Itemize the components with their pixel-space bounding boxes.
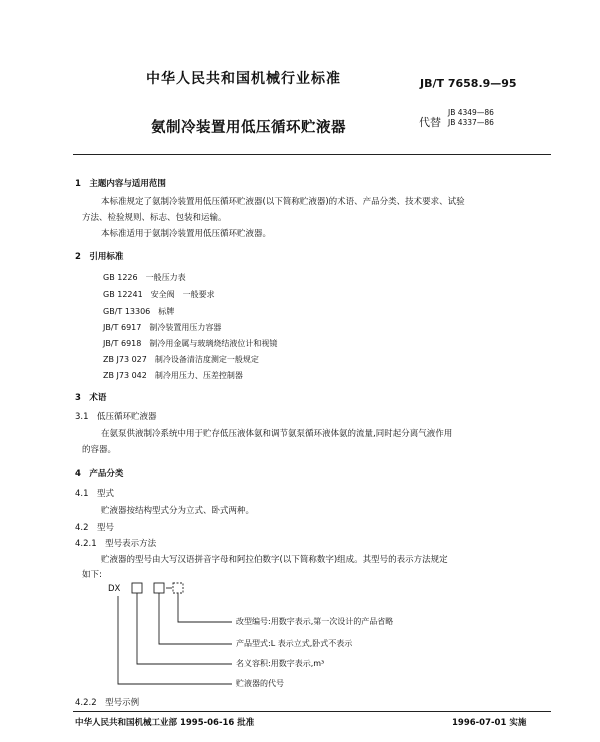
leader-line-prefix xyxy=(118,596,232,684)
section-1-paragraph-line-1: 本标准规定了氨制冷装置用低压循环贮液器(以下简称贮液器)的术语、产品分类、技术要求、试验 xyxy=(101,197,465,207)
leader-line-capacity xyxy=(137,593,232,664)
section-1-paragraph-line-2: 方法、检验规则、标志、包装和运输。 xyxy=(82,213,227,223)
reference-item: JB/T 6918 制冷用金属与玻璃烧结液位计和视镜 xyxy=(103,339,278,348)
reference-item: GB 1226 一般压力表 xyxy=(103,273,186,282)
section-3-1-paragraph-line-1: 在氨泵供液制冷系统中用于贮存低压液体氨和调节氨泵循环液体氨的流量,同时起分离气液作用 xyxy=(101,429,453,439)
diagram-label-revision: 改型编号:用数字表示,第一次设计的产品省略 xyxy=(236,617,394,626)
section-4-2-2-heading: 4.2.2 型号示例 xyxy=(75,698,140,708)
leader-line-type xyxy=(159,593,232,644)
section-4-2-heading: 4.2 型号 xyxy=(75,523,115,533)
effective-date: 1996-07-01 实施 xyxy=(452,718,527,728)
section-4-heading: 4 产品分类 xyxy=(75,469,124,479)
placeholder-box-revision xyxy=(173,583,183,593)
section-3-heading: 3 术语 xyxy=(75,393,107,403)
placeholder-box-capacity xyxy=(132,583,142,593)
section-4-1-paragraph: 贮液器按结构型式分为立式、卧式两种。 xyxy=(101,506,255,516)
leader-line-revision xyxy=(178,593,232,622)
section-4-2-1-paragraph-line-1: 贮液器的型号由大写汉语拼音字母和阿拉伯数字(以下简称数字)组成。其型号的表示方法规定 xyxy=(101,555,448,565)
section-4-1-heading: 4.1 型式 xyxy=(75,489,115,499)
placeholder-box-type xyxy=(154,583,164,593)
approval-note: 中华人民共和国机械工业部 1995-06-16 批准 xyxy=(75,718,255,728)
standard-category-title: 中华人民共和国机械行业标准 xyxy=(146,71,341,87)
standard-number: JB/T 7658.9—95 xyxy=(420,77,517,90)
reference-item: GB 12241 安全阀 一般要求 xyxy=(103,290,215,299)
section-1-heading: 1 主题内容与适用范围 xyxy=(75,179,166,189)
diagram-label-code: 贮液器的代号 xyxy=(236,679,284,688)
replaces-label: 代替 xyxy=(419,116,441,129)
section-1-scope: 本标准适用于氨制冷装置用低压循环贮液器。 xyxy=(101,229,272,239)
reference-item: ZB J73 027 制冷设备清洁度测定一般规定 xyxy=(103,355,259,364)
section-2-heading: 2 引用标准 xyxy=(75,252,124,262)
reference-item: GB/T 13306 标牌 xyxy=(103,307,175,316)
section-4-2-1-heading: 4.2.1 型号表示方法 xyxy=(75,539,157,549)
section-3-1-paragraph-line-2: 的容器。 xyxy=(82,445,117,455)
diagram-label-capacity: 名义容积:用数字表示,m³ xyxy=(236,659,325,668)
section-3-1-heading: 3.1 低压循环贮液器 xyxy=(75,412,157,422)
model-prefix: DX xyxy=(108,584,121,594)
section-4-2-1-paragraph-line-2: 如下: xyxy=(82,570,102,580)
reference-item: ZB J73 042 制冷用压力、压差控制器 xyxy=(103,371,243,380)
replaced-standard-2: JB 4337—86 xyxy=(448,118,494,127)
reference-item: JB/T 6917 制冷装置用压力容器 xyxy=(103,323,222,332)
footer-divider xyxy=(73,711,551,712)
replaced-standard-1: JB 4349—86 xyxy=(448,108,494,117)
document-title: 氨制冷装置用低压循环贮液器 xyxy=(151,120,346,136)
diagram-label-type: 产品型式:L 表示立式,卧式不表示 xyxy=(236,639,353,648)
